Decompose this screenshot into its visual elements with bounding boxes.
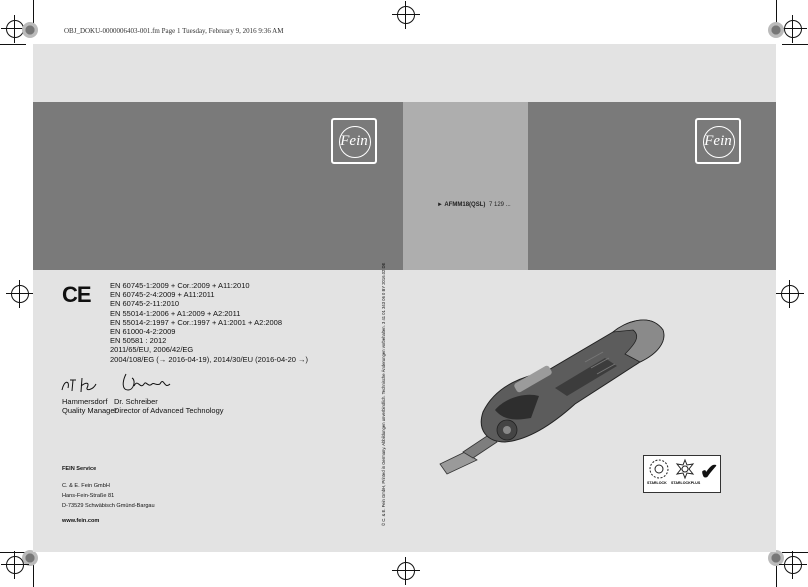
badge-label-starlock: STARLOCK	[647, 481, 667, 485]
signature-2	[120, 372, 180, 394]
starlock-icon	[648, 458, 670, 480]
ce-mark: CE	[62, 282, 91, 307]
color-dot-top-left	[22, 22, 38, 38]
standard-line: EN 55014-2:1997 + Cor.:1997 + A1:2001 + A2:2008	[110, 317, 283, 327]
standard-line: EN 61000-4-2:2009	[110, 327, 176, 337]
spine-band	[403, 102, 528, 270]
standard-line: 2004/108/EG (→ 2016-04-19), 2014/30/EU (2016-04-20 →)	[110, 354, 309, 364]
accessory-badges	[643, 455, 721, 493]
color-dot-top-right	[768, 22, 784, 38]
standard-line: EN 55014-1:2006 + A1:2009 + A2:2011	[110, 308, 241, 318]
model-name: ► AFMM18(QSL)	[437, 202, 486, 208]
signatory-2-role: Director of Advanced Technology	[114, 406, 224, 416]
registration-mark-right	[781, 285, 799, 303]
cover-sheet	[33, 44, 776, 552]
spine-copyright: © C. & E. Fein GmbH, Printed in Germany. Abbildungen unverbindlich. Technische Änderungen vorbehalten. 3 41 01 343 06 0 BY 2016.02 DE	[381, 262, 386, 526]
registration-mark-top-center	[397, 6, 415, 24]
service-address	[62, 481, 155, 511]
print-slug-line: OBJ_DOKU-0000006403-001.fm Page 1 Tuesday, February 9, 2016 9:36 AM	[64, 27, 284, 35]
signatory-2-name: Dr. Schreiber	[114, 397, 158, 406]
signatory-1	[62, 397, 117, 415]
check-mark-icon: ✔	[700, 459, 719, 484]
service-title: FEIN Service	[62, 466, 97, 472]
address-line: D-73529 Schwäbisch Gmünd-Bargau	[62, 503, 155, 509]
registration-mark-bottom-left	[6, 556, 24, 574]
badge-label-starlockplus: STARLOCKPLUS	[671, 481, 701, 485]
model-number: 7 129 ...	[489, 202, 511, 208]
signatory-2	[114, 397, 224, 415]
website-link[interactable]: www.fein.com	[62, 518, 100, 524]
registration-mark-left	[11, 285, 29, 303]
standard-line: EN 60745-2-4:2009 + A11:2011	[110, 290, 215, 300]
standards-list	[110, 281, 308, 364]
registration-mark-bottom-right	[784, 556, 802, 574]
address-line: Hans-Fein-Straße 81	[62, 493, 115, 499]
starlockplus-icon	[674, 458, 696, 480]
registration-mark-top-right	[784, 20, 802, 38]
address-line: C. & E. Fein GmbH	[62, 483, 110, 489]
fein-logo-front: Fein	[695, 118, 741, 164]
fein-logo-back: Fein	[331, 118, 377, 164]
multitool-illustration	[435, 292, 665, 482]
registration-mark-bottom-center	[397, 562, 415, 580]
standard-line: EN 50581 : 2012	[110, 336, 167, 346]
signatory-1-name: Hammersdorf	[62, 397, 108, 406]
standard-line: EN 60745-2-11:2010	[110, 299, 180, 309]
signatory-1-role: Quality Manager	[62, 406, 118, 416]
standard-line: EN 60745-1:2009 + Cor.:2009 + A11:2010	[110, 281, 250, 290]
signature-1	[60, 374, 110, 396]
standard-line: 2011/65/EU, 2006/42/EG	[110, 345, 194, 355]
